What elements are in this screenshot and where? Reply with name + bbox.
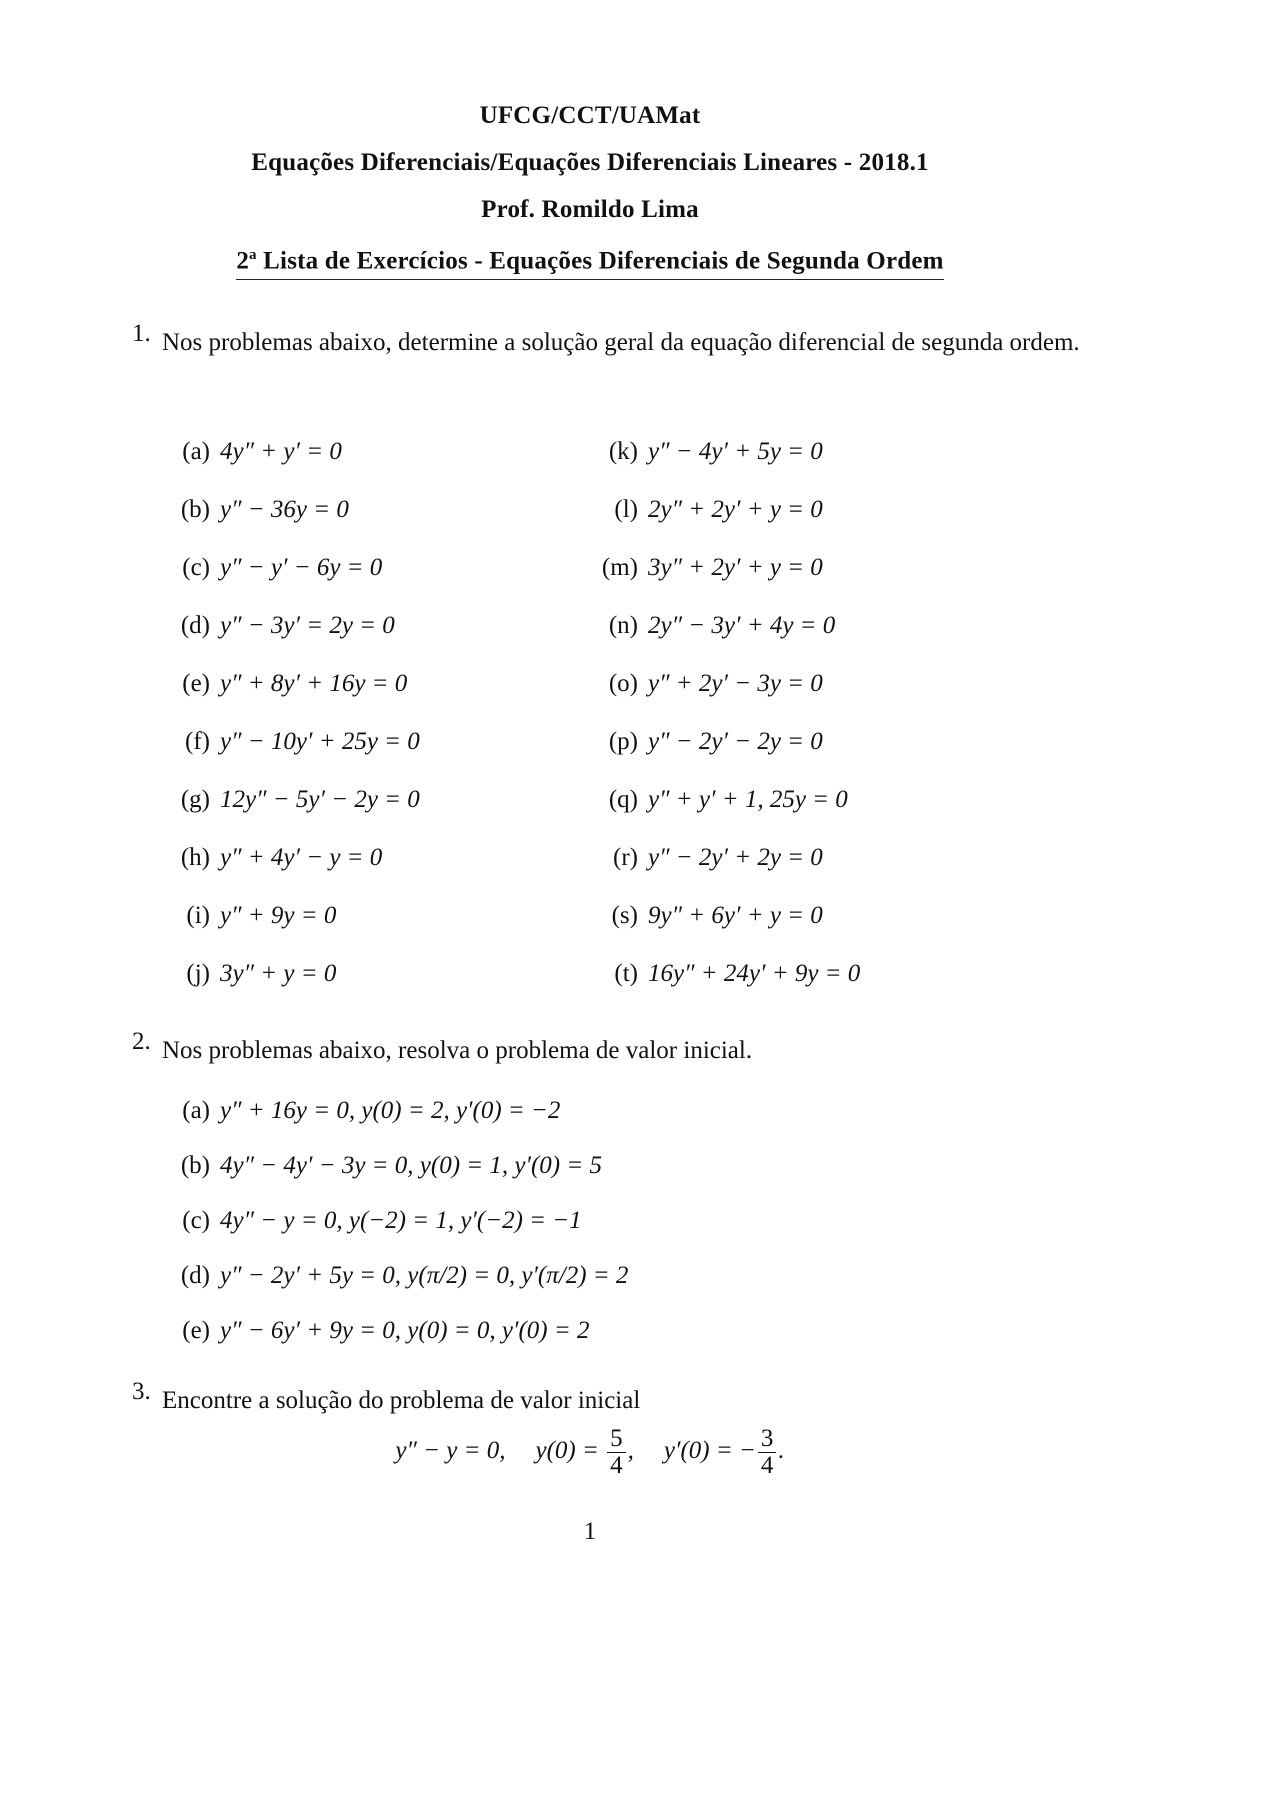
item-label: (s) xyxy=(611,902,638,929)
list-item xyxy=(164,1152,602,1180)
document-header xyxy=(0,92,1180,284)
item-label: (i) xyxy=(186,902,210,929)
list-item xyxy=(164,1262,628,1290)
item-equation: 3y″ + y = 0 xyxy=(220,960,337,987)
item-label: (m) xyxy=(601,554,638,581)
list-item xyxy=(164,612,395,640)
list-item xyxy=(164,1097,560,1125)
list-number-sup: a xyxy=(249,247,257,263)
list-item xyxy=(592,960,860,988)
item-label: (d) xyxy=(180,1262,210,1289)
list-item xyxy=(164,1207,582,1235)
item-label: (d) xyxy=(180,612,210,639)
item-label: (e) xyxy=(182,670,210,697)
problem-text: Encontre a solução do problema de valor inicial xyxy=(162,1387,641,1414)
item-label: (k) xyxy=(608,438,638,465)
list-item xyxy=(164,670,407,698)
institution-line: UFCG/CCT/UAMat xyxy=(479,102,701,129)
item-label: (b) xyxy=(180,1152,210,1179)
fraction xyxy=(607,1426,626,1479)
item-label: (g) xyxy=(180,786,210,813)
fraction-numerator: 5 xyxy=(607,1426,626,1453)
list-title-text: Lista de Exercícios - Equações Diferenciais de Segunda Ordem xyxy=(256,247,944,275)
period: . xyxy=(778,1437,785,1465)
equation-part: y(0) = xyxy=(535,1437,599,1465)
fraction-numerator: 3 xyxy=(758,1426,777,1453)
item-label: (r) xyxy=(613,844,638,871)
fraction-denominator: 4 xyxy=(760,1452,774,1479)
item-label: (e) xyxy=(182,1317,210,1344)
problem-text: Nos problemas abaixo, resolva o problema de valor inicial. xyxy=(162,1037,753,1064)
item-equation: 12y″ − 5y′ − 2y = 0 xyxy=(220,786,420,813)
problem-number: 2. xyxy=(132,1028,151,1055)
item-label: (a) xyxy=(182,1097,210,1124)
list-item xyxy=(592,728,823,756)
problem-1 xyxy=(132,320,1092,366)
list-item xyxy=(592,612,835,640)
list-item xyxy=(592,902,823,930)
item-equation: y″ + 4y′ − y = 0 xyxy=(220,844,383,871)
item-equation: y″ + 9y = 0 xyxy=(220,902,337,929)
list-item xyxy=(164,554,382,582)
item-equation: y″ − 3y′ = 2y = 0 xyxy=(220,612,395,639)
item-equation: 2y″ + 2y′ + y = 0 xyxy=(648,496,823,523)
item-equation: y″ + 8y′ + 16y = 0 xyxy=(220,670,408,697)
item-equation: 4y″ − 4y′ − 3y = 0, y(0) = 1, y′(0) = 5 xyxy=(220,1152,602,1179)
list-item xyxy=(592,786,848,814)
list-item xyxy=(164,438,342,466)
item-equation: 16y″ + 24y′ + 9y = 0 xyxy=(648,960,861,987)
list-item xyxy=(164,1317,589,1345)
problem-text: Nos problemas abaixo, determine a solução geral da equação diferencial de segunda ordem. xyxy=(162,329,1080,356)
item-label: (p) xyxy=(608,728,638,755)
item-equation: 4y″ + y′ = 0 xyxy=(220,438,342,465)
list-item xyxy=(164,844,382,872)
item-label: (t) xyxy=(614,960,638,987)
item-equation: y″ − 2y′ + 5y = 0, y(π/2) = 0, y′(π/2) = 2 xyxy=(220,1262,629,1289)
list-item xyxy=(592,496,823,524)
item-equation: y″ − 6y′ + 9y = 0, y(0) = 0, y′(0) = 2 xyxy=(220,1317,590,1344)
item-equation: 2y″ − 3y′ + 4y = 0 xyxy=(648,612,836,639)
equation-part: y′(0) = − xyxy=(663,1437,756,1465)
item-label: (c) xyxy=(182,554,210,581)
page-number: 1 xyxy=(583,1518,597,1545)
item-equation: y″ − 2y′ − 2y = 0 xyxy=(648,728,823,755)
item-equation: y″ + 2y′ − 3y = 0 xyxy=(648,670,823,697)
problem-number: 3. xyxy=(132,1378,151,1405)
item-label: (o) xyxy=(608,670,638,697)
list-item xyxy=(592,438,823,466)
item-label: (c) xyxy=(182,1207,210,1234)
item-equation: y″ − 2y′ + 2y = 0 xyxy=(648,844,823,871)
item-equation: y″ − y′ − 6y = 0 xyxy=(220,554,383,581)
list-item xyxy=(164,786,420,814)
list-number: 2 xyxy=(236,247,250,275)
item-label: (n) xyxy=(608,612,638,639)
item-label: (q) xyxy=(608,786,638,813)
item-label: (h) xyxy=(180,844,210,871)
item-equation: y″ + 16y = 0, y(0) = 2, y′(0) = −2 xyxy=(220,1097,561,1124)
comma: , xyxy=(627,1437,634,1465)
course-line: Equações Diferenciais/Equações Diferenciais Lineares - 2018.1 xyxy=(251,149,929,176)
item-equation: 9y″ + 6y′ + y = 0 xyxy=(648,902,823,929)
item-equation: y″ − 36y = 0 xyxy=(220,496,349,523)
problem-2 xyxy=(132,1028,1092,1074)
item-label: (b) xyxy=(180,496,210,523)
item-equation: 3y″ + 2y′ + y = 0 xyxy=(648,554,823,581)
problem-number: 1. xyxy=(132,320,151,347)
item-label: (f) xyxy=(185,728,210,755)
list-item xyxy=(592,670,823,698)
item-label: (j) xyxy=(186,960,210,987)
item-label: (l) xyxy=(614,496,638,523)
fraction-denominator: 4 xyxy=(610,1452,623,1479)
list-item xyxy=(164,902,336,930)
item-equation: y″ − 10y′ + 25y = 0 xyxy=(220,728,420,755)
list-item xyxy=(164,728,420,756)
list-item xyxy=(164,496,349,524)
item-equation: 4y″ − y = 0, y(−2) = 1, y′(−2) = −1 xyxy=(220,1207,582,1234)
professor-line: Prof. Romildo Lima xyxy=(481,196,699,223)
display-equation xyxy=(0,1426,1180,1479)
item-equation: y″ − 4y′ + 5y = 0 xyxy=(648,438,823,465)
item-equation: y″ + y′ + 1, 25y = 0 xyxy=(648,786,848,813)
list-item xyxy=(592,844,823,872)
list-title xyxy=(236,237,943,280)
list-item xyxy=(164,960,336,988)
equation-part: y″ − y = 0, xyxy=(395,1437,506,1465)
item-label: (a) xyxy=(182,438,210,465)
problem-3 xyxy=(132,1378,1092,1424)
list-item xyxy=(592,554,823,582)
fraction xyxy=(758,1426,777,1479)
